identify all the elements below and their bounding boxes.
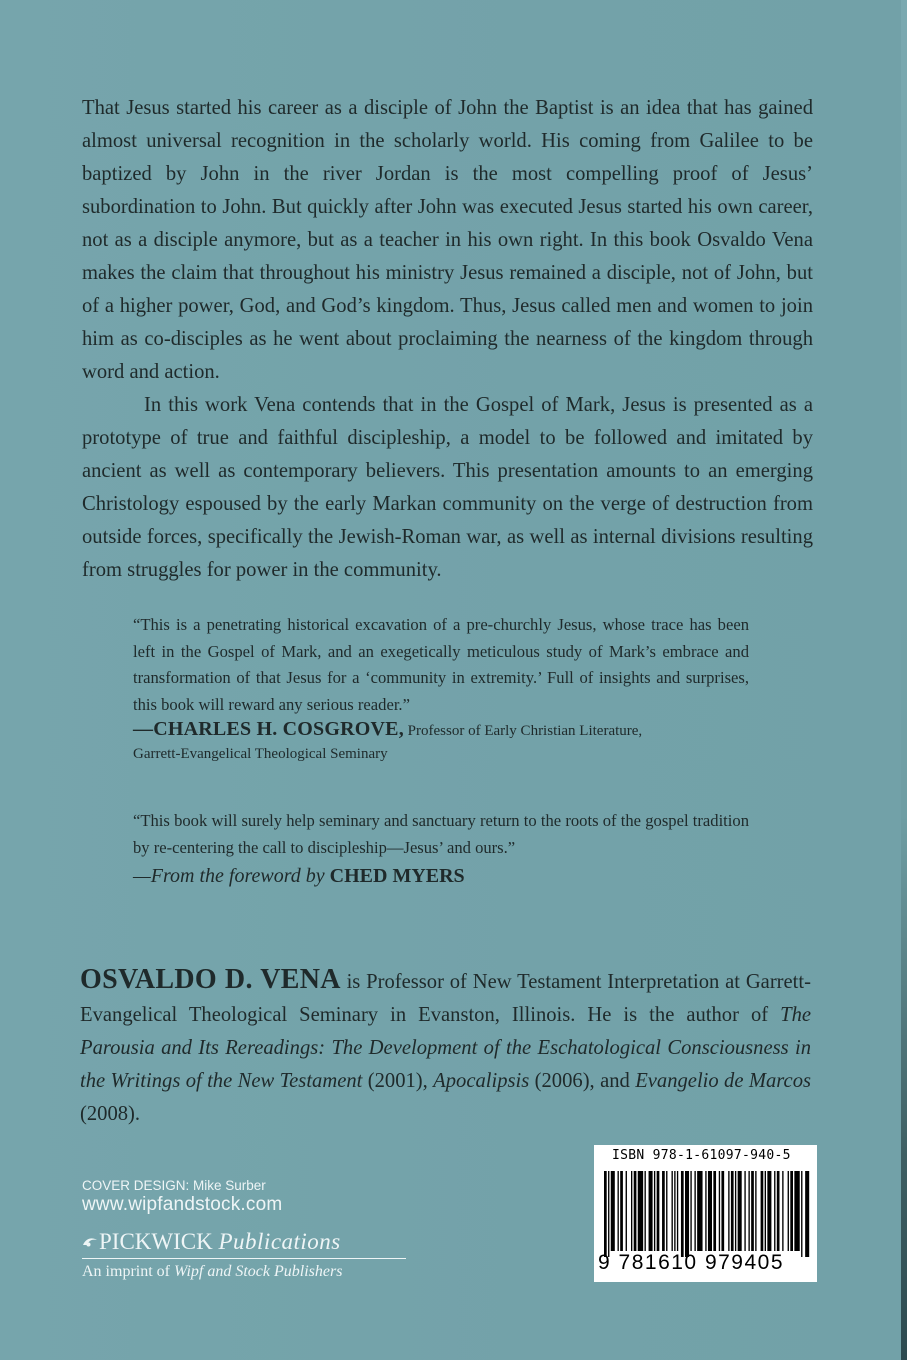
barcode-bar bbox=[805, 1171, 809, 1257]
bio-text: is Professor of New Testament Interpretation at Garrett-Evangelical Theological Seminary in Evanston, Illinois. He is the author of bbox=[80, 971, 811, 1026]
barcode-bar bbox=[685, 1171, 689, 1257]
barcode-bar bbox=[721, 1171, 724, 1251]
endorsement-quote: “This book will surely help seminary and sanctuary return to the roots of the gospel tradition by re-centering the call to discipleship—Jesus’ and ours.” bbox=[133, 811, 749, 857]
description-paragraph-1: That Jesus started his career as a disciple of John the Baptist is an idea that has gained almost universal recognition in the scholarly world. His coming from Galilee to be baptized by John in the river Jordan is the most compelling proof of Jesus’ subordination to John. But quickly after John was executed Jesus started his own career, not as a disciple anymore, but as a teacher in his own right. In this book Osvaldo Vena makes the claim that throughout his ministry Jesus remained a disciple, not of John, but of a higher power, God, and God’s kingdom. Thus, Jesus called men and women to join him as co-disciples as he went about proclaiming the nearness of the kingdom through word and action. bbox=[82, 97, 813, 383]
publisher-name: PICKWICK bbox=[99, 1229, 213, 1254]
barcode-bar bbox=[735, 1171, 736, 1251]
barcode-bar bbox=[782, 1171, 783, 1251]
endorser-role: Professor of Early Christian Literature, bbox=[403, 723, 643, 739]
barcode-first-digit: 9 bbox=[598, 1251, 612, 1274]
barcode-bar bbox=[767, 1171, 771, 1251]
publisher-name-line bbox=[82, 1228, 406, 1259]
barcode-bar bbox=[731, 1171, 734, 1251]
cover-design-credit: COVER DESIGN: Mike Surber bbox=[82, 1178, 266, 1193]
barcode-bar bbox=[744, 1171, 745, 1251]
description-paragraph-2: In this work Vena contends that in the Gospel of Mark, Jesus is presented as a prototype of true and faithful discipleship, a model to be followed and imitated by ancient as well as contemporary believers. This presentation amounts to an emerging Christology espoused by the early Markan community on the verge of destruction from outside forces, specifically the Jewish-Roman war, as well as internal divisions resulting from struggles for power in the community. bbox=[82, 394, 813, 581]
barcode-bar bbox=[604, 1171, 607, 1257]
barcode-bar bbox=[694, 1171, 695, 1251]
isbn-barcode bbox=[594, 1145, 817, 1282]
bio-text: (2006), and bbox=[529, 1070, 636, 1092]
barcode-bar bbox=[794, 1171, 799, 1251]
imprint-name: Wipf and Stock Publishers bbox=[174, 1263, 343, 1280]
barcode-bar bbox=[788, 1171, 789, 1251]
foreword-prefix: —From the foreword by bbox=[133, 865, 330, 887]
bio-text: (2001), bbox=[362, 1070, 434, 1092]
barcode-bar bbox=[697, 1171, 702, 1251]
endorsement-quote: “This is a penetrating historical excavation of a pre-churchly Jesus, whose trace has been left in the Gospel of Mark, and an exegetically meticulous study of Mark’s embrace and transformation of that Jesus for a ‘community in extremity.’ Full of insights and surprises, this book will reward any serious reader.” bbox=[133, 615, 749, 714]
barcode-bar bbox=[777, 1171, 780, 1251]
endorser-name: —CHARLES H. COSGROVE, bbox=[133, 718, 404, 740]
barcode-bar bbox=[638, 1171, 643, 1251]
barcode-bar bbox=[713, 1171, 716, 1251]
endorser-name: CHED MYERS bbox=[329, 865, 465, 887]
barcode-bars bbox=[602, 1171, 810, 1257]
endorsement-attribution bbox=[133, 861, 749, 891]
endorsement-myers bbox=[133, 808, 749, 891]
barcode-bar bbox=[672, 1171, 673, 1251]
publisher-logo bbox=[82, 1228, 412, 1285]
barcode-bar bbox=[674, 1171, 675, 1251]
barcode-bar bbox=[631, 1171, 632, 1251]
barcode-bar bbox=[618, 1171, 619, 1251]
publisher-website: www.wipfandstock.com bbox=[82, 1194, 283, 1215]
barcode-bar bbox=[611, 1171, 615, 1251]
barcode-bar bbox=[748, 1171, 749, 1251]
barcode-bar bbox=[677, 1171, 678, 1251]
barcode-bar bbox=[774, 1171, 775, 1251]
barcode-bar bbox=[755, 1171, 756, 1251]
book-description bbox=[82, 92, 813, 587]
author-name: OSVALDO D. VENA bbox=[80, 964, 341, 995]
book-title: Evangelio de Marcos bbox=[635, 1070, 812, 1092]
bio-text: (2008). bbox=[80, 1103, 141, 1125]
barcode-digits bbox=[598, 1252, 813, 1274]
barcode-bar bbox=[708, 1171, 712, 1251]
cover-credits bbox=[82, 1178, 422, 1216]
barcode-bar bbox=[719, 1171, 720, 1251]
barcode-bar bbox=[761, 1171, 764, 1251]
barcode-bar bbox=[662, 1171, 665, 1251]
publisher-name-italic: Publications bbox=[218, 1229, 341, 1254]
spine-edge bbox=[901, 0, 907, 1360]
barcode-bar bbox=[690, 1171, 691, 1251]
barcode-group-1: 781610 bbox=[618, 1251, 698, 1274]
book-title: The Parousia and Its Rereadings: The Development of the Eschatological Consciousness in the Writings of the New Testament bbox=[80, 1004, 811, 1092]
barcode-bar bbox=[765, 1171, 766, 1251]
barcode-bar bbox=[645, 1171, 646, 1251]
imprint-line bbox=[82, 1259, 412, 1285]
barcode-bar bbox=[801, 1171, 802, 1257]
barcode-bar bbox=[790, 1171, 793, 1251]
imprint-prefix: An imprint of bbox=[82, 1263, 174, 1280]
barcode-bar bbox=[620, 1171, 623, 1251]
isbn-label: ISBN 978-1-61097-940-5 bbox=[612, 1148, 791, 1163]
swoosh-icon bbox=[82, 1236, 98, 1248]
barcode-bar bbox=[738, 1171, 742, 1251]
barcode-bar bbox=[626, 1171, 627, 1251]
barcode-bar bbox=[654, 1171, 655, 1251]
book-title: Apocalipsis bbox=[433, 1070, 530, 1092]
author-bio bbox=[80, 963, 811, 1131]
endorsement-attribution bbox=[133, 718, 749, 766]
endorser-affiliation: Garrett-Evangelical Theological Seminary bbox=[133, 746, 388, 762]
barcode-bar bbox=[728, 1171, 729, 1251]
endorsement-cosgrove bbox=[133, 612, 749, 766]
barcode-bar bbox=[705, 1171, 706, 1251]
barcode-bar bbox=[634, 1171, 637, 1251]
barcode-bar bbox=[751, 1171, 754, 1251]
barcode-bar bbox=[649, 1171, 653, 1251]
barcode-bar bbox=[608, 1171, 609, 1257]
barcode-group-2: 979405 bbox=[704, 1251, 785, 1274]
barcode-bar bbox=[681, 1171, 684, 1257]
barcode-bar bbox=[657, 1171, 660, 1251]
barcode-bar bbox=[666, 1171, 667, 1251]
